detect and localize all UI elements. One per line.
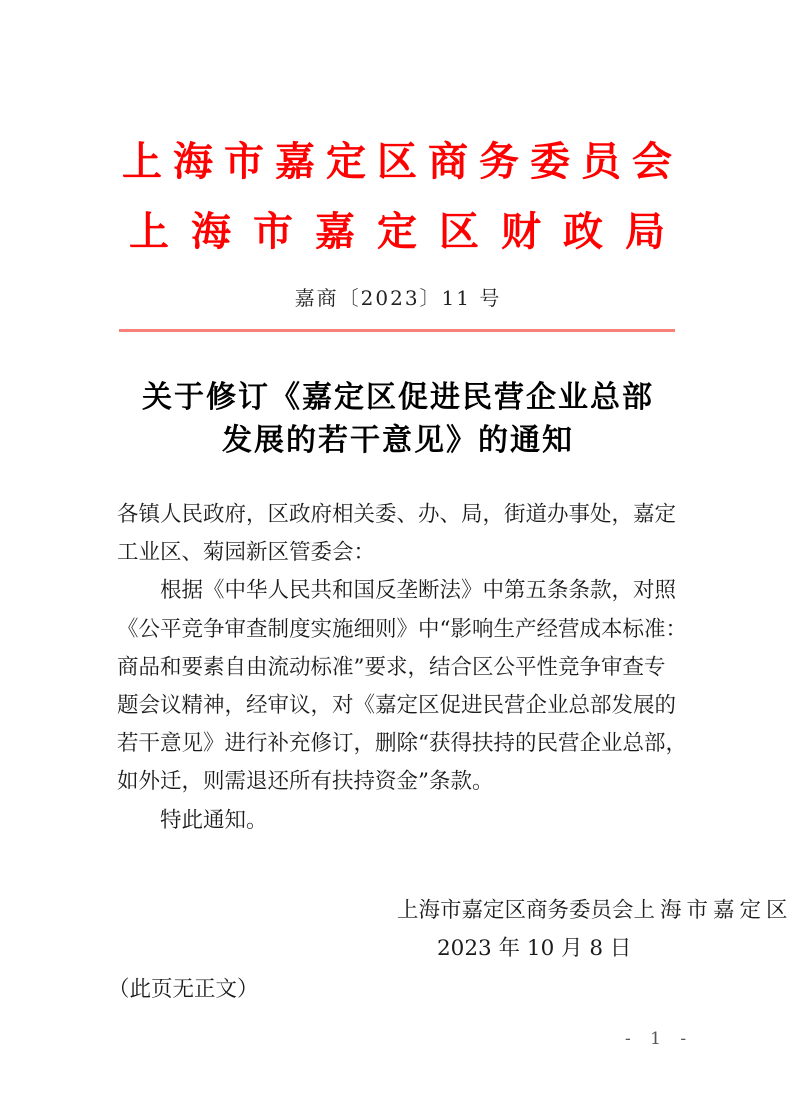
salutation-line-1: 各镇人民政府，区政府相关委、办、局，街道办事处，嘉定 [117, 502, 677, 527]
body-line-6: 如外迁，则需退还所有扶持资金”条款。 [117, 769, 494, 795]
issuing-agency-line-2-text: 上海市嘉定区财政局 [129, 208, 687, 255]
issuing-agency-line-1 [0, 130, 794, 187]
document-title-line-1: 关于修订《嘉定区促进民营企业总部 [142, 380, 654, 415]
document-title-line-2: 发展的若干意见》的通知 [222, 423, 574, 458]
signature-date: 2023 年 10 月 8 日 [437, 936, 632, 961]
closing-line: 特此通知。 [160, 807, 268, 833]
page-number: - 1 - [625, 1029, 694, 1049]
document-body [117, 496, 687, 840]
doc-number [0, 282, 794, 311]
body-line-4: 题会议精神，经审议，对《嘉定区促进民营企业总部发展的 [117, 692, 677, 718]
document-title [0, 376, 794, 462]
signature-agency-part-2: 上海市嘉定区 [633, 898, 793, 923]
body-line-2: 《公平竞争审查制度实施细则》中“影响生产经营成本标准： [117, 616, 687, 642]
signature-agency-part-1: 上海市嘉定区商务委员会 [397, 898, 634, 923]
doc-number-text: 嘉商〔2023〕11 号 [294, 286, 502, 310]
red-separator-line [119, 329, 675, 332]
body-line-3: 商品和要素自由流动标准”要求，结合区公平性竞争审查专 [117, 654, 666, 680]
issuing-agency-line-2 [0, 200, 794, 257]
body-line-1: 根据《中华人民共和国反垄断法》中第五条条款，对照 [160, 578, 677, 604]
signature-agency-line [397, 893, 793, 924]
no-body-note: （此页无正文） [108, 977, 259, 1002]
salutation-line-2: 工业区、菊园新区管委会： [117, 540, 376, 566]
issuing-agency-line-1-text: 上海市嘉定区商务委员会 [122, 138, 683, 185]
body-line-5: 若干意见》进行补充修订，删除“获得扶持的民营企业总部， [117, 731, 687, 757]
